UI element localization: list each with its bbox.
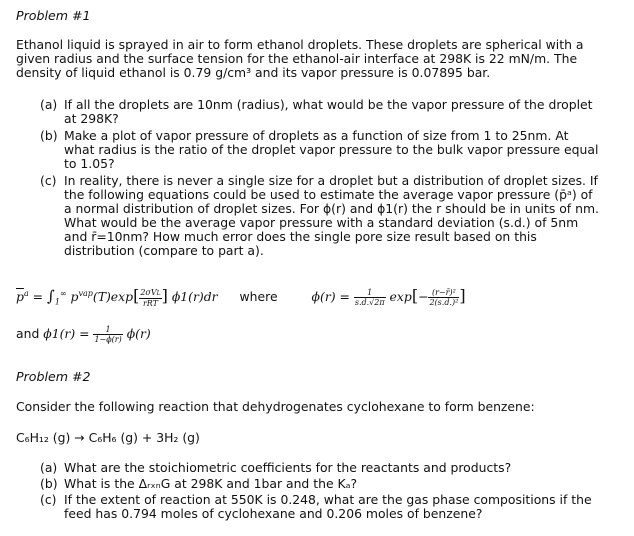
question-text: If the extent of reaction at 550K is 0.248, what are the gas phase compositions if the feed has 0.794 moles of cyclohexane and 0.206 moles of benzene? <box>64 492 592 521</box>
question-mark: (b) <box>40 128 58 143</box>
question-mark: (c) <box>40 173 57 188</box>
average-pressure-equation: $\overline{p}^a = \int_1^\infty$ $p^{vap}(T)\exp$[ $\frac{\text{2σVL}}{\text{rRT}}$ ] ϕ1(r)dr where ϕ(r) = $\frac{1}{s.d.√2\pi}$ exp[− $\frac{\text{(r−r̄)²}}{\text{2(s.d.)²}}$ ] <box>16 286 466 308</box>
question-text: What are the stoichiometric coefficients for the reactants and products? <box>64 460 512 475</box>
problem-1-heading: Problem #1 <box>16 8 91 23</box>
question-text: Make a plot of vapor pressure of droplets as a function of size from 1 to 25nm. At what radius is the ratio of the droplet vapor pressure to the bulk vapor pressure equal to 1.05? <box>64 128 599 171</box>
problem-2-heading: Problem #2 <box>16 369 91 384</box>
and-label: and <box>16 326 40 341</box>
question-2a <box>40 461 600 475</box>
where-label: where <box>239 289 278 304</box>
question-2c <box>40 493 600 521</box>
problem-1-questions <box>40 98 600 258</box>
problem-2-questions <box>40 461 600 521</box>
question-mark: (c) <box>40 492 57 507</box>
problem-2-intro: Consider the following reaction that dehydrogenates cyclohexane to form benzene: <box>16 399 535 414</box>
phi1-equation: and ϕ1(r) = $\frac{1}{1-\phi(r)}$ ϕ(r) <box>16 325 151 344</box>
question-text: In reality, there is never a single size for a droplet but a distribution of droplet sizes. If the following equations could be used to estimate the average vapor pressure (p̄ᵃ) of a normal distribution of droplet sizes. For ϕ(r) and ϕ1(r) the r should be in units of nm. What would be the average vapor pressure with a standard deviation (s.d.) of 5nm and r̄=10nm? How much error does the single pore size result based on this distribution (compare to part a). <box>64 173 599 258</box>
question-1a <box>40 98 600 126</box>
question-text: If all the droplets are 10nm (radius), what would be the vapor pressure of the droplet at 298K? <box>64 97 593 126</box>
problem-1-intro: Ethanol liquid is sprayed in air to form ethanol droplets. These droplets are spherical with a given radius and the surface tension for the ethanol-air interface at 298K is 22 mN/m. The density of liquid ethanol is 0.79 g/cm³ and its vapor pressure is 0.07895 bar. <box>16 37 584 80</box>
question-2b <box>40 477 600 491</box>
question-mark: (b) <box>40 476 58 491</box>
question-mark: (a) <box>40 460 58 475</box>
question-1c <box>40 174 600 258</box>
reaction-equation: C₆H₁₂ (g) → C₆H₆ (g) + 3H₂ (g) <box>16 430 200 445</box>
question-mark: (a) <box>40 97 58 112</box>
question-1b <box>40 129 600 171</box>
question-text: What is the ΔᵣₓₙG at 298K and 1bar and the Kₐ? <box>64 476 358 491</box>
